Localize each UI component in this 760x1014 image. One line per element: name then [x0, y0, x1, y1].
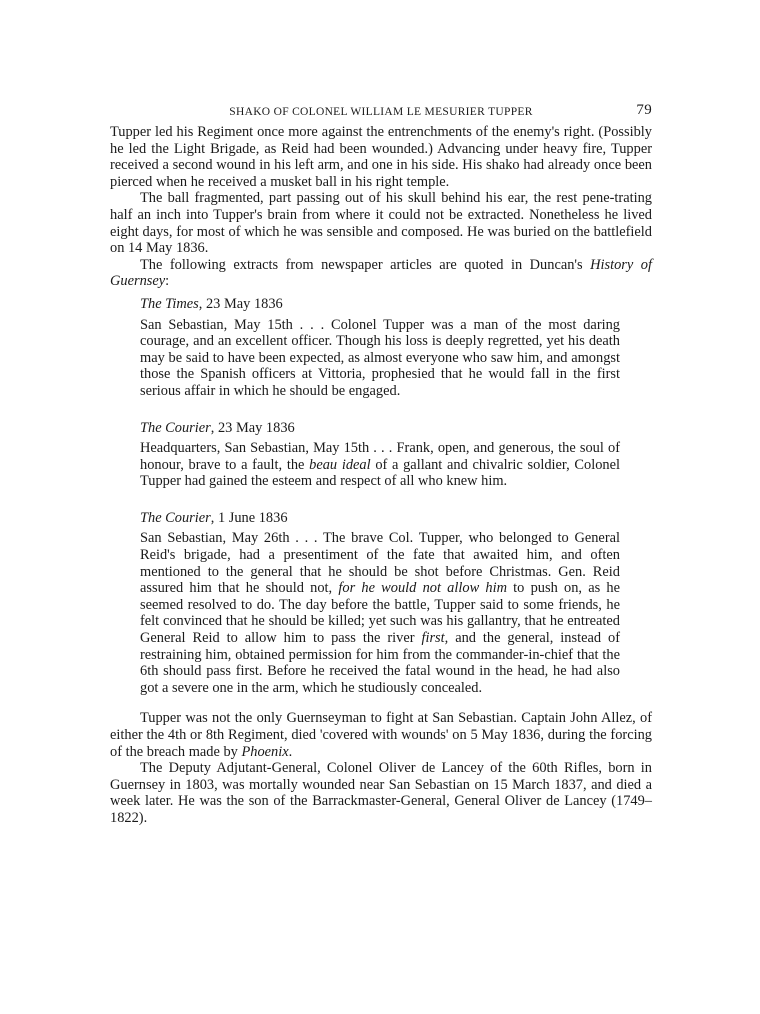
running-title: SHAKO OF COLONEL WILLIAM LE MESURIER TUPPER [229, 106, 533, 118]
page-number: 79 [636, 102, 652, 118]
extract-text-part: to push on, as he seemed resolved to do. The day before the battle, Tupper said to some friends, he felt convinced that he should be killed; yet such was his gallantry, that he entreated General Reid to allow him to pass the river [140, 580, 620, 647]
paragraph-3 [110, 257, 652, 290]
newspaper-name: The Times [140, 295, 199, 312]
paragraph-3-book-title: History of Guernsey [110, 256, 653, 290]
paragraph-5: The Deputy Adjutant-General, Colonel Oliver de Lancey of the 60th Rifles, born in Guernsey in 1803, was mortally wounded near San Sebastian on 15 March 1837, and died a week later. He was the son of the Barrackmaster-General, General Oliver de Lancey (1749–1822). [110, 760, 652, 826]
paragraph-1: Tupper led his Regiment once more against the entrenchments of the enemy's right. (Possibly he led the Light Brigade, as Reid had been wounded.) Advancing under heavy fire, Tupper received a second wound in his left arm, and one in his side. His shako had already once been pierced when he received a musket ball in his right temple. [110, 124, 652, 190]
ship-name: Phoenix [241, 743, 289, 760]
extract-times [140, 296, 620, 400]
extract-text-part: San Sebastian, May 26th . . . The brave Col. Tupper, who belonged to General Reid's brigade, had a presentiment of the fate that awaited him, and often mentioned to the general that he should be shot before Christmas. Gen. Reid assured him that he should not, [140, 530, 620, 597]
extract-text [140, 440, 620, 490]
extract-text-italic: for he would not allow him [338, 580, 507, 597]
paragraph-3-end: : [165, 273, 170, 290]
spacer [110, 696, 652, 710]
spacer [110, 400, 652, 414]
extract-source [140, 420, 620, 437]
newspaper-name: The Courier [140, 419, 211, 436]
running-head [110, 100, 652, 124]
extract-source [140, 296, 620, 313]
extract-text [140, 530, 620, 696]
spacer [110, 490, 652, 504]
newspaper-name: The Courier [140, 509, 211, 526]
paragraph-4-text: Tupper was not the only Guernseyman to fight at San Sebastian. Captain John Allez, of either the 4th or 8th Regiment, died 'covered with wounds' on 5 May 1836, during the forcing of the breach made by [110, 710, 652, 760]
extract-text: San Sebastian, May 15th . . . Colonel Tupper was a man of the most daring courage, and an excellent officer. Though his loss is deeply regretted, yet his death may be said to have been expected, as almost everyone who saw him, and amongst those the Spanish officers at Vittoria, prophesied that he would fall in the first serious affair in which he should be engaged. [140, 316, 620, 399]
extract-date: , 23 May 1836 [198, 295, 283, 312]
extract-date: , 23 May 1836 [210, 419, 295, 436]
paragraph-4-end: . [288, 743, 293, 760]
extract-courier-may [140, 420, 620, 490]
body-text [110, 124, 652, 827]
book-page [110, 100, 652, 827]
paragraph-4 [110, 710, 652, 760]
extract-date: , 1 June 1836 [210, 509, 288, 526]
extract-text-italic: first, [421, 630, 449, 647]
paragraph-2: The ball fragmented, part passing out of his skull behind his ear, the rest pene-trating half an inch into Tupper's brain from where it could not be extracted. Nonetheless he lived eight days, for most of which he was sensible and composed. He was buried on the battlefield on 14 May 1836. [110, 190, 652, 257]
extract-text-part: of a gallant and chivalric soldier, Colonel Tupper had gained the esteem and respect of all who knew him. [140, 456, 620, 490]
extract-text-part: and the general, instead of restraining him, obtained permission for him from the commander-in-chief that the 6th should pass first. Before he received the fatal wound in the head, he had also got a severe one in the arm, which he studiously concealed. [140, 630, 620, 696]
paragraph-3-text: The following extracts from newspaper articles are quoted in Duncan's [140, 256, 591, 273]
extract-text-italic: beau ideal [309, 456, 371, 473]
extract-courier-june [140, 510, 620, 697]
extract-text-part: Headquarters, San Sebastian, May 15th . . . Frank, open, and generous, the soul of honour, brave to a fault, the [140, 440, 620, 473]
extract-source [140, 510, 620, 527]
